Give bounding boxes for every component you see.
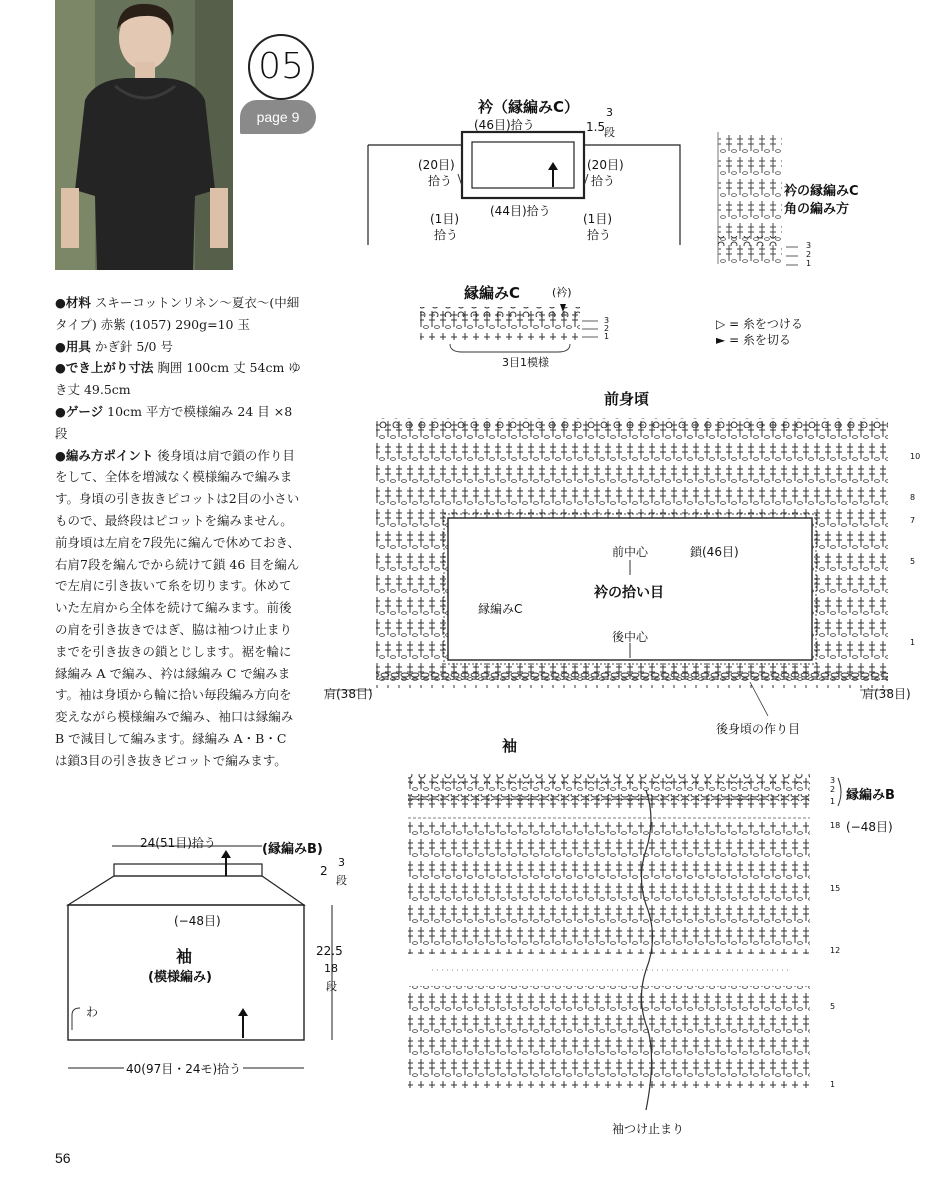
page-reference-badge: page 9 bbox=[240, 100, 316, 134]
collar-left-bottom-pickup: 拾う bbox=[434, 228, 459, 242]
back-foundation-label: 後身頃の作り目 bbox=[716, 722, 801, 736]
collar-rows-unit: 段 bbox=[604, 126, 615, 139]
tools-item: ●用具 かぎ針 5/0 号 bbox=[55, 338, 173, 354]
sleeve-row-label: 18 bbox=[830, 821, 841, 830]
collar-bottom-label: (44目)拾う bbox=[490, 204, 551, 218]
center-back-label: 後中心 bbox=[612, 630, 649, 644]
right-shoulder-label: 肩(38目) bbox=[862, 687, 911, 701]
corner-row-label: 2 bbox=[806, 250, 812, 259]
sleeve-schematic bbox=[68, 846, 332, 1068]
sleeve-body-rows: 18 bbox=[324, 962, 338, 975]
sleeve-row-label: 5 bbox=[830, 1002, 836, 1011]
sleeve-row-label: 12 bbox=[830, 946, 841, 955]
sleeve-round-mark: わ bbox=[86, 1005, 99, 1019]
collar-top-label: (46目)拾う bbox=[474, 118, 535, 132]
size-item: ●でき上がり寸法 胸囲 100cm 丈 54cm ゆき丈 49.5cm bbox=[55, 360, 301, 398]
instructions-item: ●編み方ポイント 後身頃は肩で鎖の作り目をして、全体を増減なく模様編みで編みます。身頃の引き抜きピコットは2目の小さいもので、最終段はピコットを編みません。前身頃は左肩を7段先に編んで休めておき、右肩7段を編んでから続けて鎖 46 目を編んで左肩に引き抜いて糸を切ります。休めていた左肩から全体を続けて編みます。前後の肩を引き抜きではぎ、脇は袖つけ止まりまでを引き抜きの鎖とじします。裾を輪に縁編み A で編み、衿は縁編み C で編みます。袖は身頃から輪に拾い毎段編み方向を変えながら模様編みで編み、袖口は縁編み B で減目して編みます。縁編み A・B・C は鎖3目の引き抜きピコットで編みます。 bbox=[55, 447, 300, 768]
sleeve-edging-height: 2 bbox=[320, 864, 328, 878]
collar-right-bottom-pickup: 拾う bbox=[587, 228, 612, 242]
sleeve-row-label: 1 bbox=[830, 797, 836, 806]
front-row-label: 1 bbox=[910, 638, 916, 647]
corner-row-label: 3 bbox=[806, 241, 812, 250]
sleeve-chart bbox=[408, 774, 841, 1110]
collar-rows-number: 1.5 bbox=[586, 120, 606, 134]
front-body-title: 前身頃 bbox=[604, 390, 650, 408]
collar-left-bottom-label: (1目) bbox=[430, 212, 459, 226]
sleeve-bottom-label: 40(97目・24モ)拾う bbox=[126, 1062, 242, 1076]
sleeve-body-height: 22.5 bbox=[316, 944, 343, 958]
collar-left-label: (20目) bbox=[418, 158, 455, 172]
sleeve-row-label: 3 bbox=[830, 776, 836, 785]
edging-c-title: 縁編みC bbox=[464, 284, 521, 302]
legend-attach-yarn: ▷ = 糸をつける bbox=[716, 317, 803, 331]
gauge-item: ●ゲージ 10cm 平方で模様編み 24 目 ×8 段 bbox=[55, 403, 293, 441]
sleeve-pattern: (模様編み) bbox=[148, 970, 212, 985]
sleeve-chart-title: 袖 bbox=[502, 737, 518, 755]
corner-subtitle: 角の編み方 bbox=[784, 202, 850, 217]
edging-c-row-label: 3 bbox=[604, 316, 610, 325]
front-row-label: 8 bbox=[910, 493, 916, 502]
collar-right-bottom-label: (1目) bbox=[583, 212, 612, 226]
collar-right-label: (20目) bbox=[587, 158, 624, 172]
sleeve-row-label: 1 bbox=[830, 1080, 836, 1089]
edging-c-chart bbox=[420, 304, 598, 352]
collar-title: 衿（縁編みC） bbox=[478, 98, 580, 116]
front-row-label: 10 bbox=[910, 452, 921, 461]
left-shoulder-label: 肩(38目) bbox=[324, 687, 373, 701]
sleeve-row-label: 2 bbox=[830, 785, 836, 794]
sleeve-stop-label: 袖つけ止まり bbox=[612, 1122, 685, 1136]
edging-c-repeat: 3目1模様 bbox=[502, 356, 549, 369]
sleeve-name: 袖 bbox=[176, 947, 193, 966]
collar-right-pickup: 拾う bbox=[591, 174, 616, 188]
front-body-chart bbox=[324, 418, 892, 716]
front-row-label: 7 bbox=[910, 516, 916, 525]
symbol-legend bbox=[716, 316, 803, 348]
neckline-pickup-label: 衿の拾い目 bbox=[594, 585, 664, 601]
sleeve-row-label: 15 bbox=[830, 884, 841, 893]
edging-c-row-label: 2 bbox=[604, 324, 610, 333]
sleeve-edging-rows-unit: 段 bbox=[336, 874, 347, 887]
materials-item: ●材料 スキーコットンリネン〜夏衣〜(中細タイプ) 赤紫 (1057) 290g=10 玉 bbox=[55, 295, 300, 332]
collar-left-pickup: 拾う bbox=[428, 174, 453, 188]
pattern-number-badge: 05 bbox=[248, 34, 314, 100]
sleeve-body-rows-unit: 段 bbox=[326, 980, 337, 993]
center-front-label: 前中心 bbox=[612, 545, 649, 559]
collar-schematic bbox=[368, 132, 680, 245]
edging-c-label: 縁編みC bbox=[478, 602, 523, 616]
corner-title: 衿の縁編みC bbox=[784, 184, 859, 199]
sleeve-decrease: (−48目) bbox=[174, 914, 221, 928]
page-number: 56 bbox=[55, 1150, 71, 1166]
edging-b-label: 縁編みB bbox=[846, 788, 895, 803]
legend-cut-yarn: ► = 糸を切る bbox=[716, 333, 791, 347]
edging-c-row-label: 1 bbox=[604, 332, 610, 341]
chain-count-label: 鎖(46目) bbox=[690, 545, 739, 559]
sleeve-edging-rows: 3 bbox=[338, 856, 345, 869]
edging-c-subtitle: (衿) bbox=[552, 286, 572, 299]
sleeve-decrease-label: (−48目) bbox=[846, 820, 893, 834]
sleeve-edging-b-label: (縁編みB) bbox=[262, 842, 323, 857]
sleeve-top-label: 24(51目)拾う bbox=[140, 836, 216, 850]
front-row-label: 5 bbox=[910, 557, 916, 566]
corner-row-label: 1 bbox=[806, 259, 812, 268]
collar-rows-count: 3 bbox=[606, 106, 613, 119]
